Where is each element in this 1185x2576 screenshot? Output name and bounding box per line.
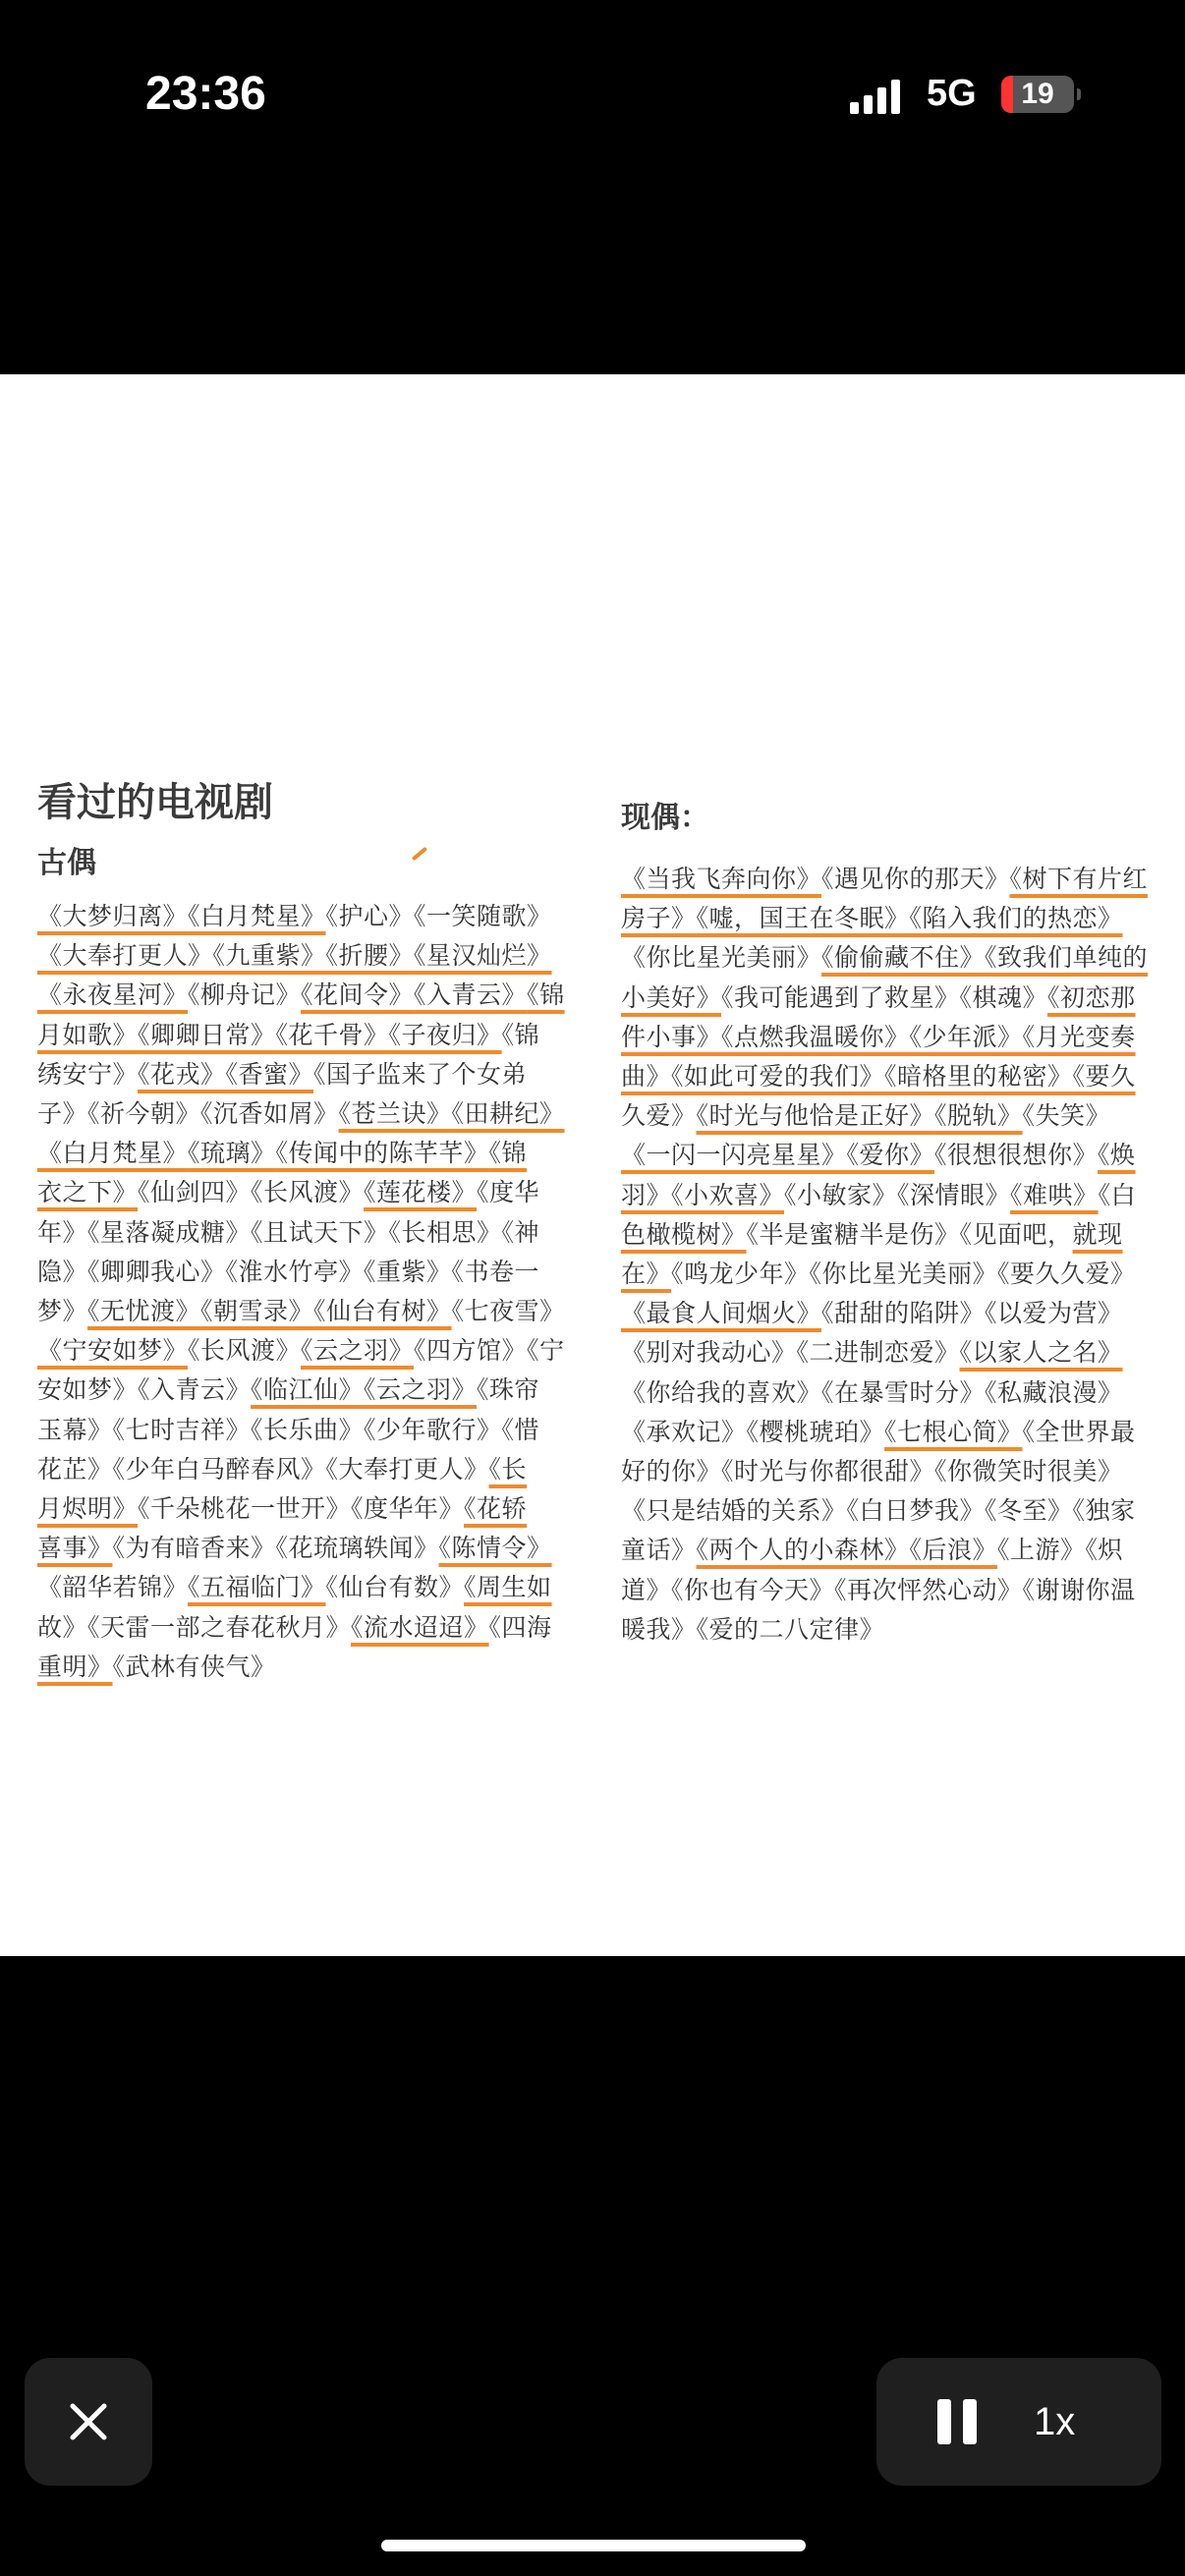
underlined-title: 《星汉灿烂》 [414, 941, 552, 971]
title-text: 《仙剑四》《长风渡》 [138, 1178, 365, 1207]
underlined-title: 《锦 [527, 980, 565, 1010]
underlined-title: 《仙台有树》 [313, 1297, 452, 1326]
list-line [621, 1018, 1171, 1057]
underlined-title: 《临江仙》 [251, 1375, 365, 1405]
list-line [621, 1255, 1171, 1294]
page-title: 看过的电视剧 [37, 780, 273, 825]
underlined-title: 《琉璃》 [188, 1139, 276, 1168]
list-line [621, 979, 1171, 1018]
list-line [621, 1057, 1171, 1096]
status-bar [0, 0, 1185, 374]
playback-controls [876, 2358, 1161, 2486]
underlined-title: 《入青云》 [414, 980, 528, 1010]
underlined-title: 《焕 [1098, 1141, 1136, 1170]
title-text: 《失笑》 [1022, 1101, 1111, 1131]
list-line [621, 1294, 1171, 1333]
list-line [621, 1491, 1171, 1531]
title-text: 隐》《卿卿我心》《淮水竹亭》《重紫》《书卷一 [37, 1257, 540, 1286]
underlined-title: 《陈情令》 [438, 1534, 552, 1563]
list-line [37, 1568, 588, 1607]
title-text: 《仙台有数》 [325, 1573, 465, 1602]
title-text: 《锦 [501, 1020, 540, 1049]
list-line [37, 1648, 588, 1687]
underlined-title: 《大梦归离》 [37, 902, 189, 930]
list-line [37, 1253, 588, 1292]
home-indicator[interactable] [381, 2540, 806, 2551]
title-text: 子》《祈今朝》《沉香如屑》 [37, 1099, 339, 1129]
underlined-title: 《月光变奏 [1022, 1022, 1136, 1051]
list-line [37, 1134, 588, 1173]
underlined-title: 《宁安如梦》 [37, 1336, 189, 1366]
title-text: 《国子监来了个女弟 [313, 1059, 528, 1089]
title-text: 《全世界最 [1022, 1417, 1136, 1446]
title-text: 好的你》《时光与你都很甜》《你微笑时很美》 [621, 1457, 1123, 1486]
list-line [621, 1571, 1171, 1610]
underlined-title: 《子夜归》 [388, 1020, 502, 1049]
list-line [621, 1176, 1171, 1215]
underlined-title: 《香蜜》 [225, 1059, 314, 1089]
list-line [37, 1529, 588, 1568]
list-line [37, 936, 588, 976]
underlined-title: 《无忧渡》 [87, 1297, 201, 1326]
underlined-title: 《长 [488, 1454, 528, 1484]
underlined-title: 《树下有片红 [1009, 865, 1149, 893]
underlined-title: 《田耕纪》 [451, 1099, 565, 1129]
underlined-title: 衣之下》 [37, 1178, 139, 1207]
list-line [37, 1094, 588, 1134]
photo-viewer-image [0, 374, 1185, 1956]
underlined-title: 《锦 [488, 1139, 528, 1168]
underlined-title: 《花戎》 [138, 1059, 226, 1089]
list-line [621, 1452, 1171, 1491]
underlined-title: 《传闻中的陈芊芊》 [275, 1139, 489, 1168]
underlined-title: 《折腰》 [325, 941, 415, 971]
title-text: 《承欢记》《樱桃琥珀》 [621, 1417, 885, 1446]
title-text: 《韶华若锦》 [37, 1573, 189, 1602]
underlined-title: 《以家人之名》 [959, 1338, 1123, 1368]
underlined-title: 《少年派》 [909, 1022, 1023, 1051]
list-line [37, 1371, 588, 1410]
underlined-title: 《初恋那 [1047, 982, 1136, 1012]
title-text: 玉幕》《七时吉祥》《长乐曲》《少年歌行》《惜 [37, 1415, 540, 1444]
drama-list-modern [621, 860, 1171, 1650]
underlined-title: 在》 [621, 1260, 672, 1289]
list-line [37, 1489, 588, 1529]
underlined-title: 《小欢喜》 [671, 1180, 785, 1209]
title-text: 《度华 [477, 1178, 540, 1207]
underlined-title: 《脱轨》 [934, 1101, 1023, 1131]
title-text: 《只是结婚的关系》《白日梦我》《冬至》《独家 [621, 1496, 1136, 1526]
title-text: 梦》 [37, 1297, 88, 1326]
list-line [37, 1173, 588, 1212]
underlined-title: 房子》 [621, 904, 697, 933]
title-text: 《小敏家》《深情眼》 [784, 1180, 1011, 1209]
list-line [37, 1055, 588, 1094]
cellular-signal-icon [850, 79, 900, 114]
list-line [37, 1608, 588, 1648]
underlined-title: 《白月梵星》 [37, 1139, 189, 1168]
playback-speed-button[interactable]: 1x [1034, 2399, 1076, 2443]
underlined-title: 重明》 [37, 1652, 113, 1681]
underlined-title: 《爱你》 [846, 1141, 935, 1170]
underlined-title: 《花间令》 [301, 980, 415, 1010]
title-text: 花芷》《少年白马醉春风》《大奉打更人》 [37, 1454, 489, 1484]
title-text: 《柳舟记》 [188, 980, 302, 1010]
underlined-title: 《时光与他恰是正好》 [696, 1101, 935, 1131]
title-text: 《你给我的喜欢》《在暴雪时分》《私藏浪漫》 [621, 1377, 1123, 1407]
title-text: 《你比星光美丽》 [621, 943, 822, 973]
list-line [621, 1413, 1171, 1452]
underlined-title: 《后浪》 [909, 1536, 998, 1565]
ancient-drama-column [37, 777, 588, 1687]
underlined-title: 《最食人间烟火》 [621, 1299, 822, 1328]
list-line [37, 1411, 588, 1450]
list-line [37, 976, 588, 1015]
list-line [621, 1373, 1171, 1413]
title-text: 故》《天雷一部之春花秋月》 [37, 1612, 352, 1642]
list-line [621, 899, 1171, 938]
title-text: 童话》 [621, 1536, 697, 1565]
list-line [621, 1215, 1171, 1255]
title-text: 《千朵桃花一世开》《度华年》 [138, 1494, 465, 1524]
underlined-title: 《卿卿日常》 [138, 1020, 276, 1049]
title-text: 《甜甜的陷阱》《以爱为营》 [821, 1299, 1123, 1328]
list-line [37, 897, 588, 936]
underlined-title: 《难哄》 [1010, 1180, 1099, 1209]
underlined-title: 《周生如 [464, 1573, 552, 1602]
list-line [621, 938, 1171, 978]
title-text: 《我可能遇到了救星》《棋魂》 [721, 982, 1048, 1012]
underlined-title: 月如歌》 [37, 1020, 139, 1049]
title-text: 绣安宁》 [37, 1059, 139, 1089]
underlined-title: 《五福临门》 [188, 1573, 326, 1602]
title-text: 年》《星落凝成糖》《且试天下》《长相思》《神 [37, 1217, 540, 1247]
list-line [621, 1531, 1171, 1570]
underlined-title: 《要久 [1072, 1062, 1136, 1092]
list-line [37, 1213, 588, 1253]
list-line [621, 1096, 1171, 1136]
title-text: 《珠帘 [477, 1375, 540, 1405]
underlined-title: 《暗格里的秘密》 [884, 1062, 1073, 1092]
underlined-title: 《花轿 [464, 1494, 528, 1524]
battery-icon [1001, 76, 1074, 113]
title-text: 《鸣龙少年》《你比星光美丽》《要久久爱》 [671, 1260, 1136, 1289]
title-text: 《上游》《炽 [997, 1536, 1124, 1565]
section-heading-modern: 现偶： [621, 801, 709, 835]
title-text: 《白 [1098, 1180, 1137, 1209]
title-text: 安如梦》《入青云》 [37, 1375, 252, 1405]
underlined-title: 《大奉打更人》 [37, 941, 213, 971]
underlined-title: 《流水迢迢》 [351, 1612, 489, 1642]
underlined-title: 羽》 [621, 1180, 672, 1209]
underlined-title: 《一闪一闪亮星星》 [621, 1141, 847, 1170]
list-line [37, 1450, 588, 1489]
list-line [37, 1331, 588, 1371]
list-line [621, 1610, 1171, 1650]
title-text: 道》《你也有今天》《再次怦然心动》《谢谢你温 [621, 1575, 1136, 1604]
list-line [37, 1292, 588, 1331]
underlined-title: 《致我们单纯的 [985, 943, 1149, 973]
underlined-title: 《嘘，国王在冬眠》 [696, 904, 910, 933]
title-text: 《为有暗香来》《花琉璃轶闻》 [112, 1534, 439, 1563]
list-line [621, 1333, 1171, 1372]
list-line [621, 860, 1171, 899]
underlined-title: 《永夜星河》 [37, 980, 189, 1010]
underlined-title: 《点燃我温暖你》 [721, 1022, 910, 1051]
battery-tip [1077, 88, 1081, 100]
underlined-title: 《七根心简》 [884, 1417, 1023, 1446]
status-time: 23:36 [145, 68, 266, 120]
title-text: 《四方馆》《宁 [414, 1336, 565, 1366]
drama-list-ancient [37, 897, 588, 1687]
underlined-title: 月烬明》 [37, 1494, 139, 1524]
underlined-title: 件小事》 [621, 1022, 722, 1051]
close-button[interactable] [25, 2358, 152, 2486]
title-text: 《遇见你的那天》 [821, 865, 1010, 893]
underlined-title: 色橄榄树》 [621, 1219, 747, 1249]
underlined-title: 《两个人的小森林》 [696, 1536, 910, 1565]
underlined-title: 《花千骨》 [275, 1020, 389, 1049]
underlined-title: 曲》 [621, 1062, 672, 1092]
title-text: 《七夜雪》 [451, 1297, 565, 1326]
title-text: 《长风渡》 [188, 1336, 302, 1366]
title-text: 《半是蜜糖半是伤》《见面吧， [746, 1219, 1073, 1249]
underlined-title: 《陷入我们的热恋》 [909, 904, 1123, 933]
underlined-title: 《偷偷藏不住》 [821, 943, 986, 973]
underlined-title: 《九重紫》 [212, 941, 326, 971]
underlined-title: 《云之羽》 [364, 1375, 478, 1405]
title-text: 久爱》 [621, 1101, 697, 1131]
title-text: 《护心》《一笑随歌》 [325, 902, 552, 930]
underlined-title: 就现 [1072, 1219, 1123, 1249]
title-text: 《别对我动心》《二进制恋爱》 [621, 1338, 960, 1368]
section-heading-ancient: 古偶 [37, 846, 96, 880]
title-text: 《四海 [488, 1612, 552, 1642]
list-line [37, 1016, 588, 1055]
underlined-title: 《云之羽》 [301, 1336, 415, 1366]
network-type: 5G [927, 73, 977, 114]
underlined-title: 小美好》 [621, 982, 722, 1012]
title-text: 暖我》《爱的二八定律》 [621, 1614, 885, 1644]
close-icon [67, 2400, 110, 2443]
battery-level: 19 [1021, 78, 1054, 110]
pause-button[interactable] [937, 2399, 977, 2444]
underlined-title: 《当我飞奔向你》 [621, 865, 822, 893]
underlined-title: 《苍兰诀》 [338, 1099, 452, 1129]
underlined-title: 喜事》 [37, 1534, 113, 1563]
underlined-title: 《朝雪录》 [200, 1297, 314, 1326]
title-text: 《武林有侠气》 [112, 1652, 276, 1681]
underlined-title: 《白月梵星》 [188, 902, 326, 930]
underlined-title: 《如此可爱的我们》 [671, 1062, 885, 1092]
underlined-title: 《莲花楼》 [364, 1178, 478, 1207]
title-text: 《很想很想你》 [934, 1141, 1099, 1170]
list-line [621, 1136, 1171, 1175]
modern-drama-column [621, 799, 1171, 1650]
